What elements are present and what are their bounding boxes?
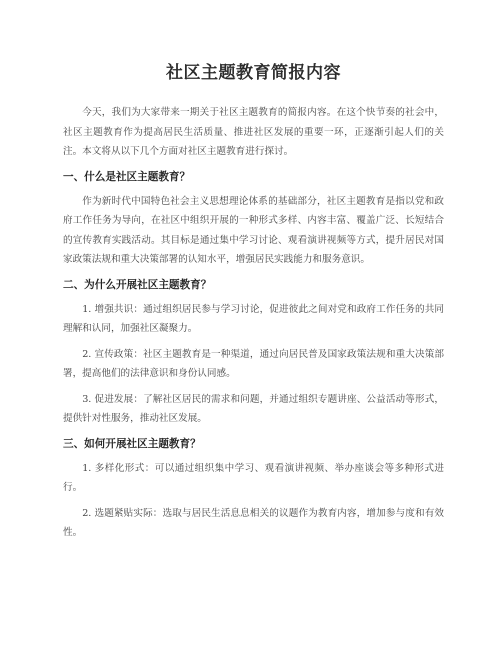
section-paragraph: 2. 选题紧贴实际：选取与居民生活息息相关的议题作为教育内容，增加参与度和有效性。 <box>63 507 444 538</box>
section-paragraph: 作为新时代中国特色社会主义思想理论体系的基础部分，社区主题教育是指以党和政府工作任务为导向，在社区中组织开展的一种形式多样、内容丰富、覆盖广泛、长短结合的宣传教育实践活动。其目标是通过集中学习讨论、观看演讲视频等方式，提升居民对国家政策法规和重大决策部署的认知水平，增强居民实践能力和服务意识。 <box>63 195 444 265</box>
section-paragraph: 2. 宣传政策：社区主题教育是一种渠道，通过向居民普及国家政策法规和重大决策部署，提高他们的法律意识和身份认同感。 <box>63 348 444 379</box>
section-heading: 二、为什么开展社区主题教育？ <box>63 278 212 291</box>
document-title: 社区主题教育简报内容 <box>166 63 341 83</box>
section-heading: 三、如何开展社区主题教育？ <box>63 437 201 450</box>
section-heading: 一、什么是社区主题教育？ <box>63 170 191 183</box>
section-how <box>63 436 444 543</box>
section-paragraph: 3. 促进发展：了解社区居民的需求和问题，并通过组织专题讲座、公益活动等形式，提供针对性服务，推动社区发展。 <box>63 393 444 424</box>
intro-paragraph: 今天，我们为大家带来一期关于社区主题教育的简报内容。在这个快节奏的社会中，社区主题教育作为提高居民生活质量、推进社区发展的重要一环，正逐渐引起人们的关注。本文将从以下几个方面对社区主题教育进行探讨。 <box>63 107 444 157</box>
section-paragraph: 1. 增强共识：通过组织居民参与学习讨论，促进彼此之间对党和政府工作任务的共同理解和认同，加强社区凝聚力。 <box>63 303 444 334</box>
section-what-is <box>63 169 444 270</box>
section-paragraph: 1. 多样化形式：可以通过组织集中学习、观看演讲视频、举办座谈会等多种形式进行。 <box>63 462 444 493</box>
section-why <box>63 277 444 429</box>
